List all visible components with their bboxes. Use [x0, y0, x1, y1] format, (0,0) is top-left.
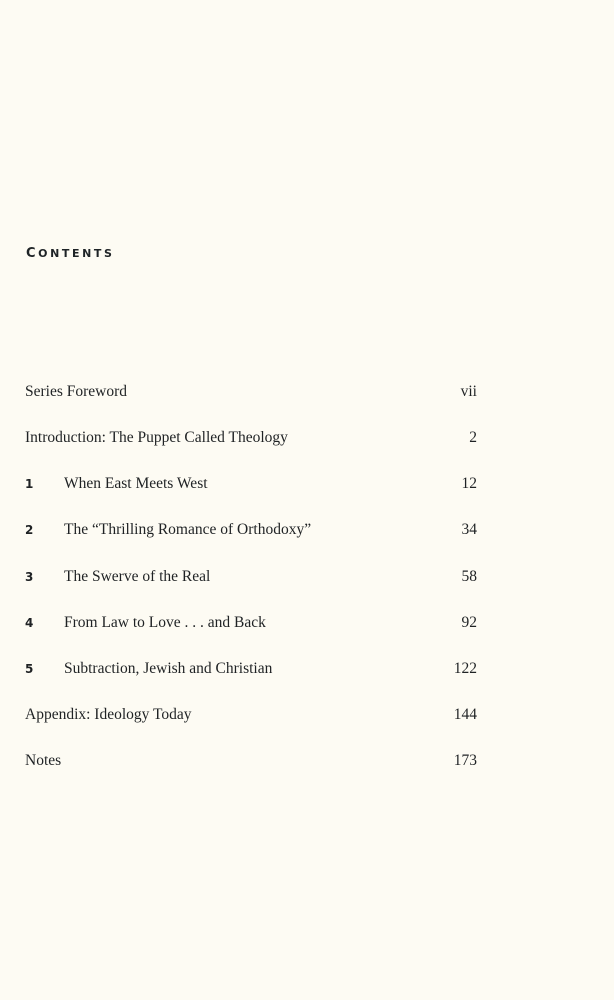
toc-entry-notes[interactable] [25, 750, 477, 772]
toc-entry-page: 58 [461, 568, 477, 585]
toc-entry-chapter-4[interactable] [25, 612, 477, 634]
toc-entry-number: 5 [25, 662, 34, 676]
toc-entry-title: Subtraction, Jewish and Christian [64, 660, 273, 677]
toc-entry-chapter-3[interactable] [25, 566, 477, 588]
toc-entry-series-foreword[interactable] [25, 381, 477, 403]
toc-entry-title: Notes [25, 752, 62, 769]
toc-entry-page: 122 [453, 660, 477, 677]
toc-entry-number: 1 [25, 477, 34, 491]
contents-heading-rest: ONTENTS [38, 247, 115, 260]
toc-entry-page: 34 [461, 521, 477, 538]
toc-entry-chapter-2[interactable] [25, 519, 477, 541]
toc-entry-page: 92 [461, 614, 477, 631]
toc-entry-title: The Swerve of the Real [64, 568, 211, 585]
toc-entry-page: vii [460, 383, 477, 400]
toc-entry-page: 12 [461, 475, 477, 492]
toc-entry-number: 2 [25, 523, 34, 537]
contents-heading [26, 246, 115, 261]
toc-entry-title: From Law to Love . . . and Back [64, 614, 266, 631]
toc-entry-appendix[interactable] [25, 704, 477, 726]
toc-entry-chapter-1[interactable] [25, 473, 477, 495]
toc-entry-page: 144 [453, 706, 477, 723]
toc-entry-title: Appendix: Ideology Today [25, 706, 192, 723]
toc-entry-title: When East Meets West [64, 475, 208, 492]
toc-entry-number: 3 [25, 570, 34, 584]
toc-entry-chapter-5[interactable] [25, 658, 477, 680]
contents-heading-initial: C [26, 246, 39, 261]
toc-entry-page: 2 [469, 429, 477, 446]
toc-entry-introduction[interactable] [25, 427, 477, 449]
toc-entry-number: 4 [25, 616, 34, 630]
toc-entry-title: The “Thrilling Romance of Orthodoxy” [64, 521, 312, 538]
toc-entry-title: Introduction: The Puppet Called Theology [25, 429, 288, 446]
toc-entry-title: Series Foreword [25, 383, 128, 400]
toc-entry-page: 173 [453, 752, 477, 769]
